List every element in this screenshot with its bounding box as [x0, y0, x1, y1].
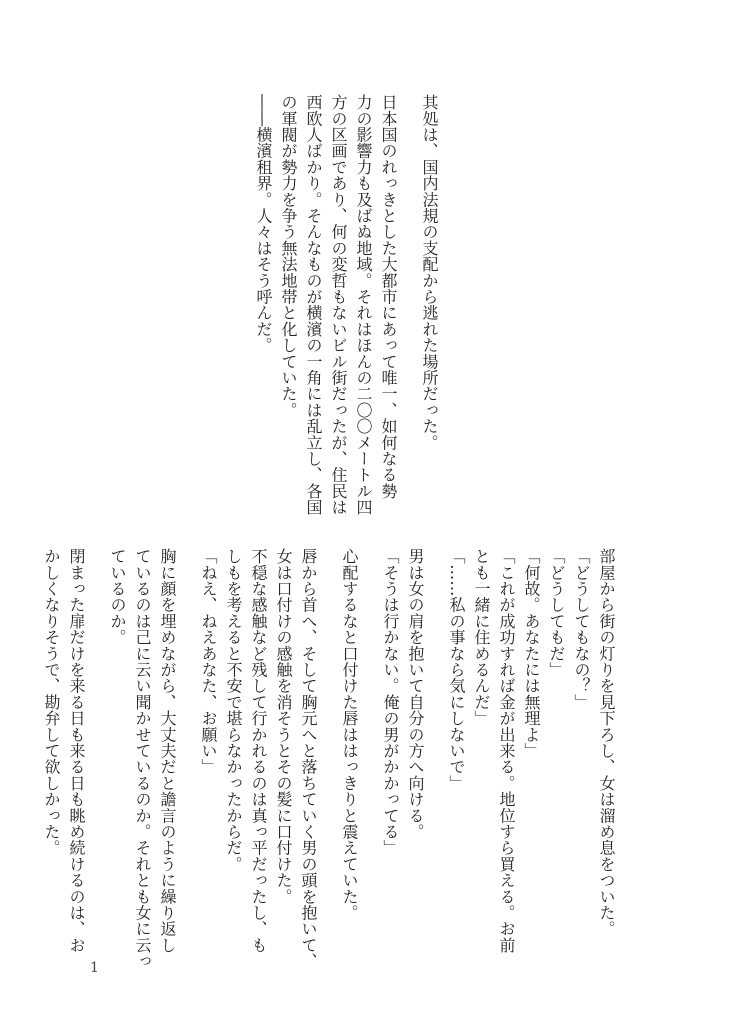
text-line: ているのか。	[108, 548, 127, 646]
story-paragraph	[39, 548, 635, 968]
dialogue-line: 「……私の事なら気にしないで」	[447, 548, 466, 791]
text-line: 唇から首へ、そして胸元へと落ちていく男の頭を抱いて、	[299, 548, 318, 970]
dialogue-line: とも一緒に住めるんだ」	[472, 548, 491, 727]
text-line: ――横濱租界。人々はそう呼んだ。	[254, 94, 273, 354]
text-line: 心配するなと口付けた唇ははっきりと震えていた。	[340, 548, 359, 921]
text-line: 西欧人ばかり。そんなものが横濱の一角には乱立し、各国	[304, 94, 323, 516]
text-line: 其処は、国内法規の支配から逃れた場所だった。	[420, 94, 439, 451]
intro-paragraph	[251, 94, 458, 514]
dialogue-line: 「これが成功すれば金が出来る。地位すら買える。お前	[497, 548, 516, 953]
text-line: 方の区画であり、何の変哲もないビル街だったが、住民は	[329, 94, 348, 516]
text-line: 部屋から街の灯りを見下ろし、女は溜め息をついた。	[597, 548, 616, 937]
dialogue-line: 「何故。あなたには無理よ」	[522, 548, 541, 759]
dialogue-line: 「そうは行かない。俺の男がかかってる」	[381, 548, 400, 856]
text-line: 日本国のれっきとした大都市にあって唯一、如何なる勢	[379, 94, 398, 499]
text-line: 胸に顔を埋めながら、大丈夫だと譫言のように繰り返し	[158, 548, 177, 953]
dialogue-line: 「ねえ、ねえあなた、お願い」	[199, 548, 218, 775]
text-line: 閉まった扉だけを来る日も来る日も眺め続けるのは、お	[67, 548, 86, 953]
text-line: 力の影響力も及ばぬ地域。それはほんの二〇〇メートル四	[354, 94, 373, 516]
dialogue-line: 「どうしてもなの？」	[572, 548, 591, 710]
text-line: 男は女の肩を抱いて自分の方へ向ける。	[406, 548, 425, 840]
text-line: の軍閥が勢力を争う無法地帯と化していた。	[279, 94, 298, 418]
dialogue-line: 「どうしてもだ」	[547, 548, 566, 678]
text-line: ているのは己に云い聞かせているのか。それとも女に云っ	[133, 548, 152, 970]
text-line: 不穏な感触など残して行かれるのは真っ平だったし、も	[249, 548, 268, 953]
page-number: 1	[90, 960, 99, 976]
text-line: かしくなりそうで、勘弁して欲しかった。	[42, 548, 61, 856]
text-line: しもを考えると不安で堪らなかったからだ。	[224, 548, 243, 872]
text-line: 女は口付けの感触を消そうとその髪に口付けた。	[274, 548, 293, 905]
